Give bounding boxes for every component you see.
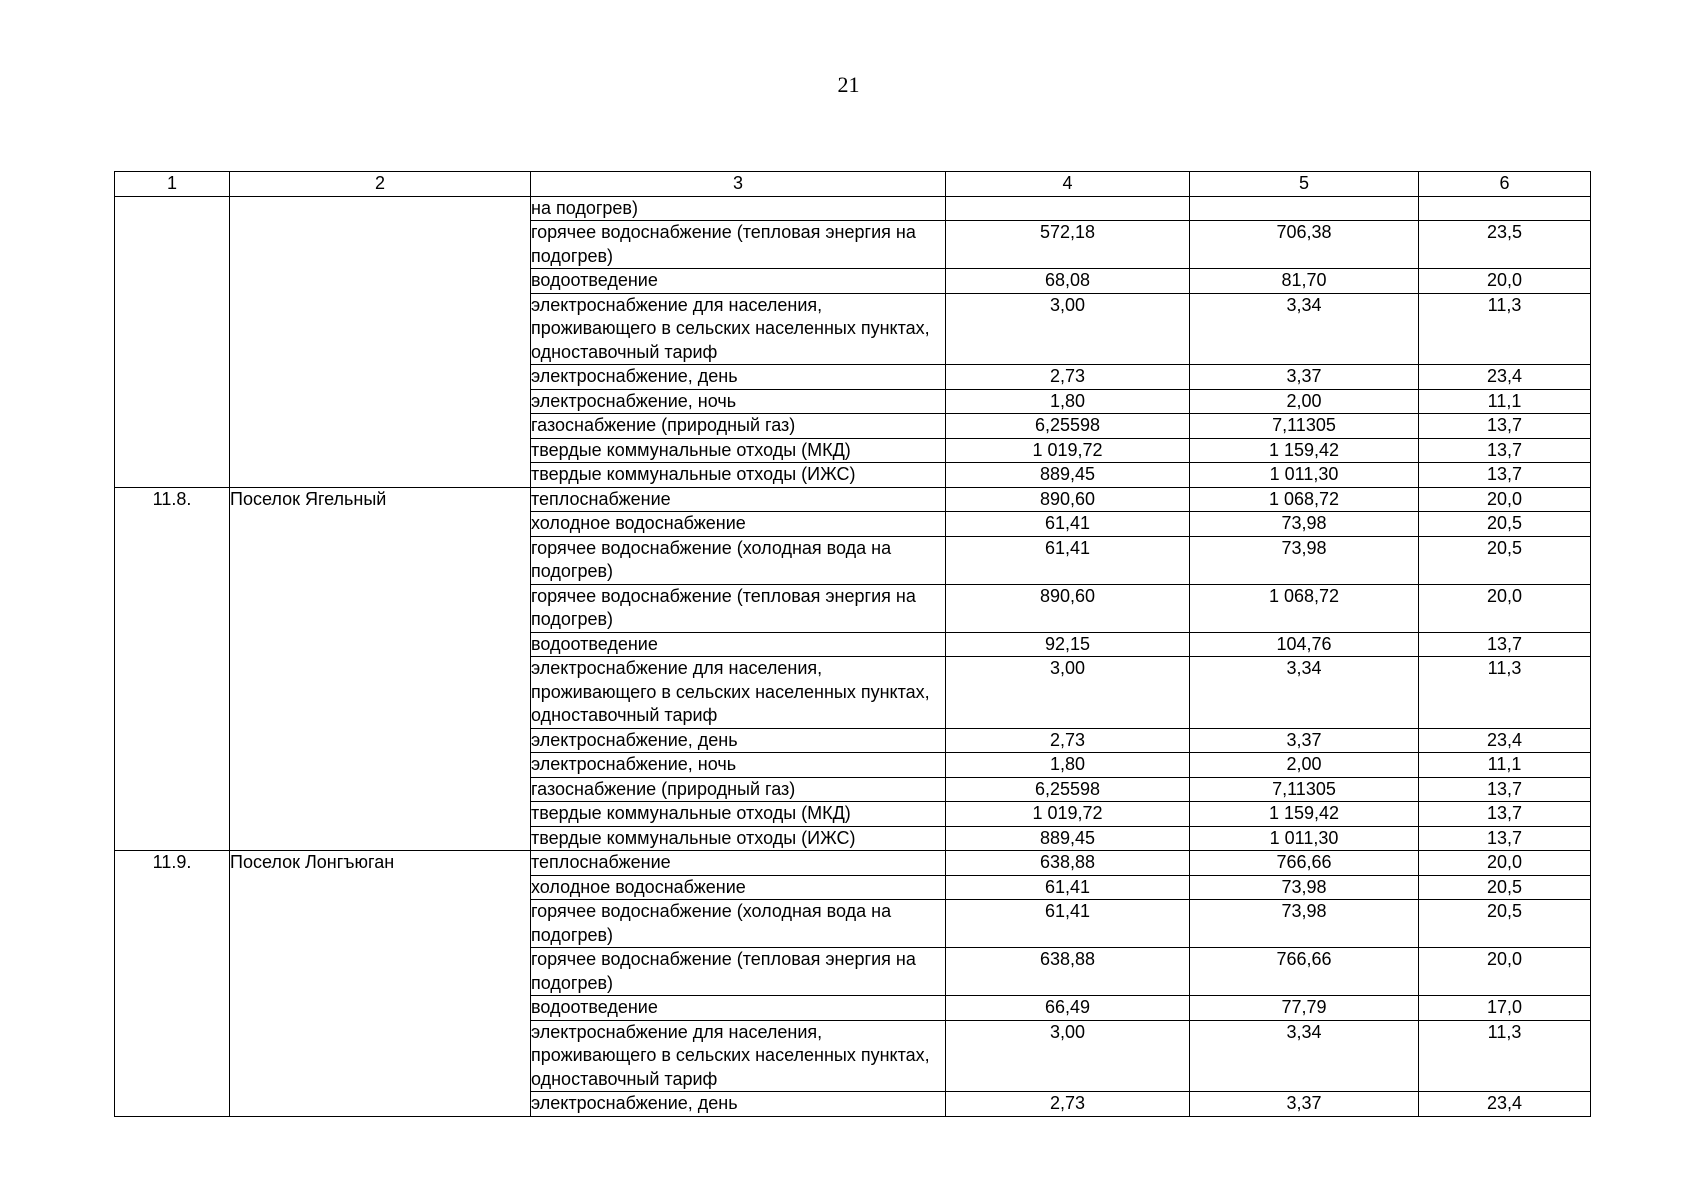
growth-percent-col6: 20,0 <box>1419 851 1591 876</box>
tariff-value-col5: 104,76 <box>1190 632 1419 657</box>
service-name: электроснабжение для населения, проживающего в сельских населенных пунктах, одноставочный тариф <box>531 1020 946 1092</box>
tariff-value-col4: 61,41 <box>946 875 1190 900</box>
tariff-value-col5: 73,98 <box>1190 900 1419 948</box>
tariff-value-col4: 92,15 <box>946 632 1190 657</box>
growth-percent-col6: 20,5 <box>1419 536 1591 584</box>
growth-percent-col6: 20,0 <box>1419 948 1591 996</box>
settlement-name <box>230 196 531 487</box>
service-name: горячее водоснабжение (тепловая энергия на подогрев) <box>531 584 946 632</box>
tariff-table <box>114 171 1591 1117</box>
tariff-value-col4: 889,45 <box>946 826 1190 851</box>
tariff-value-col4: 66,49 <box>946 996 1190 1021</box>
growth-percent-col6: 11,1 <box>1419 389 1591 414</box>
growth-percent-col6: 23,5 <box>1419 221 1591 269</box>
table-row <box>115 196 1591 221</box>
tariff-value-col5: 1 159,42 <box>1190 802 1419 827</box>
tariff-value-col5 <box>1190 196 1419 221</box>
service-name: водоотведение <box>531 996 946 1021</box>
growth-percent-col6: 13,7 <box>1419 777 1591 802</box>
growth-percent-col6: 23,4 <box>1419 365 1591 390</box>
tariff-value-col5: 73,98 <box>1190 875 1419 900</box>
tariff-value-col5: 1 011,30 <box>1190 826 1419 851</box>
tariff-value-col5: 3,34 <box>1190 293 1419 365</box>
tariff-value-col4: 3,00 <box>946 293 1190 365</box>
tariff-value-col5: 2,00 <box>1190 753 1419 778</box>
tariff-value-col5: 77,79 <box>1190 996 1419 1021</box>
service-name: теплоснабжение <box>531 487 946 512</box>
tariff-value-col5: 7,11305 <box>1190 414 1419 439</box>
growth-percent-col6: 11,3 <box>1419 1020 1591 1092</box>
growth-percent-col6: 20,5 <box>1419 512 1591 537</box>
service-name: электроснабжение для населения, проживающего в сельских населенных пунктах, одноставочный тариф <box>531 657 946 729</box>
column-header: 1 <box>115 172 230 197</box>
tariff-value-col5: 1 068,72 <box>1190 584 1419 632</box>
section-number: 11.9. <box>115 851 230 1117</box>
tariff-value-col5: 766,66 <box>1190 851 1419 876</box>
tariff-value-col4: 6,25598 <box>946 777 1190 802</box>
growth-percent-col6: 11,3 <box>1419 293 1591 365</box>
tariff-value-col4: 890,60 <box>946 584 1190 632</box>
growth-percent-col6: 23,4 <box>1419 1092 1591 1117</box>
tariff-value-col5: 1 068,72 <box>1190 487 1419 512</box>
service-name: холодное водоснабжение <box>531 512 946 537</box>
column-header: 6 <box>1419 172 1591 197</box>
growth-percent-col6: 20,0 <box>1419 584 1591 632</box>
service-name: твердые коммунальные отходы (МКД) <box>531 438 946 463</box>
service-name: твердые коммунальные отходы (ИЖС) <box>531 826 946 851</box>
page-number: 21 <box>837 72 860 97</box>
tariff-value-col4: 3,00 <box>946 1020 1190 1092</box>
service-name: твердые коммунальные отходы (ИЖС) <box>531 463 946 488</box>
growth-percent-col6 <box>1419 196 1591 221</box>
table-row <box>115 487 1591 512</box>
tariff-value-col4: 61,41 <box>946 536 1190 584</box>
growth-percent-col6: 13,7 <box>1419 414 1591 439</box>
tariff-value-col4: 2,73 <box>946 1092 1190 1117</box>
tariff-value-col5: 3,37 <box>1190 728 1419 753</box>
tariff-value-col4: 1 019,72 <box>946 438 1190 463</box>
service-name: электроснабжение, день <box>531 365 946 390</box>
tariff-value-col4: 1,80 <box>946 389 1190 414</box>
service-name: горячее водоснабжение (тепловая энергия на подогрев) <box>531 948 946 996</box>
service-name: на подогрев) <box>531 196 946 221</box>
service-name: горячее водоснабжение (тепловая энергия на подогрев) <box>531 221 946 269</box>
settlement-name: Поселок Ягельный <box>230 487 531 851</box>
growth-percent-col6: 20,5 <box>1419 900 1591 948</box>
growth-percent-col6: 11,1 <box>1419 753 1591 778</box>
service-name: холодное водоснабжение <box>531 875 946 900</box>
tariff-value-col5: 73,98 <box>1190 536 1419 584</box>
growth-percent-col6: 17,0 <box>1419 996 1591 1021</box>
service-name: электроснабжение, день <box>531 728 946 753</box>
service-name: электроснабжение, день <box>531 1092 946 1117</box>
tariff-value-col5: 3,34 <box>1190 657 1419 729</box>
tariff-value-col5: 2,00 <box>1190 389 1419 414</box>
tariff-value-col4: 68,08 <box>946 269 1190 294</box>
tariff-value-col4: 1,80 <box>946 753 1190 778</box>
service-name: горячее водоснабжение (холодная вода на подогрев) <box>531 536 946 584</box>
service-name: электроснабжение, ночь <box>531 389 946 414</box>
growth-percent-col6: 13,7 <box>1419 802 1591 827</box>
growth-percent-col6: 11,3 <box>1419 657 1591 729</box>
tariff-value-col4: 638,88 <box>946 948 1190 996</box>
settlement-name: Поселок Лонгъюган <box>230 851 531 1117</box>
growth-percent-col6: 23,4 <box>1419 728 1591 753</box>
tariff-value-col4: 3,00 <box>946 657 1190 729</box>
tariff-value-col4: 2,73 <box>946 728 1190 753</box>
tariff-value-col5: 73,98 <box>1190 512 1419 537</box>
tariff-value-col4: 1 019,72 <box>946 802 1190 827</box>
growth-percent-col6: 20,0 <box>1419 487 1591 512</box>
tariff-value-col4: 2,73 <box>946 365 1190 390</box>
service-name: твердые коммунальные отходы (МКД) <box>531 802 946 827</box>
section-number: 11.8. <box>115 487 230 851</box>
column-header: 4 <box>946 172 1190 197</box>
service-name: электроснабжение для населения, проживающего в сельских населенных пунктах, одноставочный тариф <box>531 293 946 365</box>
tariff-value-col4 <box>946 196 1190 221</box>
tariff-value-col5: 3,37 <box>1190 1092 1419 1117</box>
tariff-value-col5: 3,34 <box>1190 1020 1419 1092</box>
column-header: 2 <box>230 172 531 197</box>
table-row <box>115 851 1591 876</box>
tariff-value-col5: 81,70 <box>1190 269 1419 294</box>
growth-percent-col6: 13,7 <box>1419 463 1591 488</box>
service-name: горячее водоснабжение (холодная вода на подогрев) <box>531 900 946 948</box>
tariff-value-col5: 1 159,42 <box>1190 438 1419 463</box>
tariff-value-col5: 7,11305 <box>1190 777 1419 802</box>
tariff-value-col4: 572,18 <box>946 221 1190 269</box>
service-name: газоснабжение (природный газ) <box>531 414 946 439</box>
tariff-value-col5: 1 011,30 <box>1190 463 1419 488</box>
tariff-value-col4: 638,88 <box>946 851 1190 876</box>
tariff-value-col4: 6,25598 <box>946 414 1190 439</box>
service-name: электроснабжение, ночь <box>531 753 946 778</box>
tariff-value-col4: 890,60 <box>946 487 1190 512</box>
growth-percent-col6: 20,0 <box>1419 269 1591 294</box>
tariff-value-col4: 61,41 <box>946 900 1190 948</box>
service-name: водоотведение <box>531 269 946 294</box>
column-header: 5 <box>1190 172 1419 197</box>
tariff-value-col5: 766,66 <box>1190 948 1419 996</box>
tariff-value-col5: 3,37 <box>1190 365 1419 390</box>
growth-percent-col6: 13,7 <box>1419 826 1591 851</box>
growth-percent-col6: 13,7 <box>1419 438 1591 463</box>
service-name: теплоснабжение <box>531 851 946 876</box>
column-header: 3 <box>531 172 946 197</box>
service-name: водоотведение <box>531 632 946 657</box>
section-number <box>115 196 230 487</box>
growth-percent-col6: 20,5 <box>1419 875 1591 900</box>
service-name: газоснабжение (природный газ) <box>531 777 946 802</box>
tariff-value-col4: 61,41 <box>946 512 1190 537</box>
table-header-row <box>115 172 1591 197</box>
tariff-value-col5: 706,38 <box>1190 221 1419 269</box>
growth-percent-col6: 13,7 <box>1419 632 1591 657</box>
tariff-value-col4: 889,45 <box>946 463 1190 488</box>
